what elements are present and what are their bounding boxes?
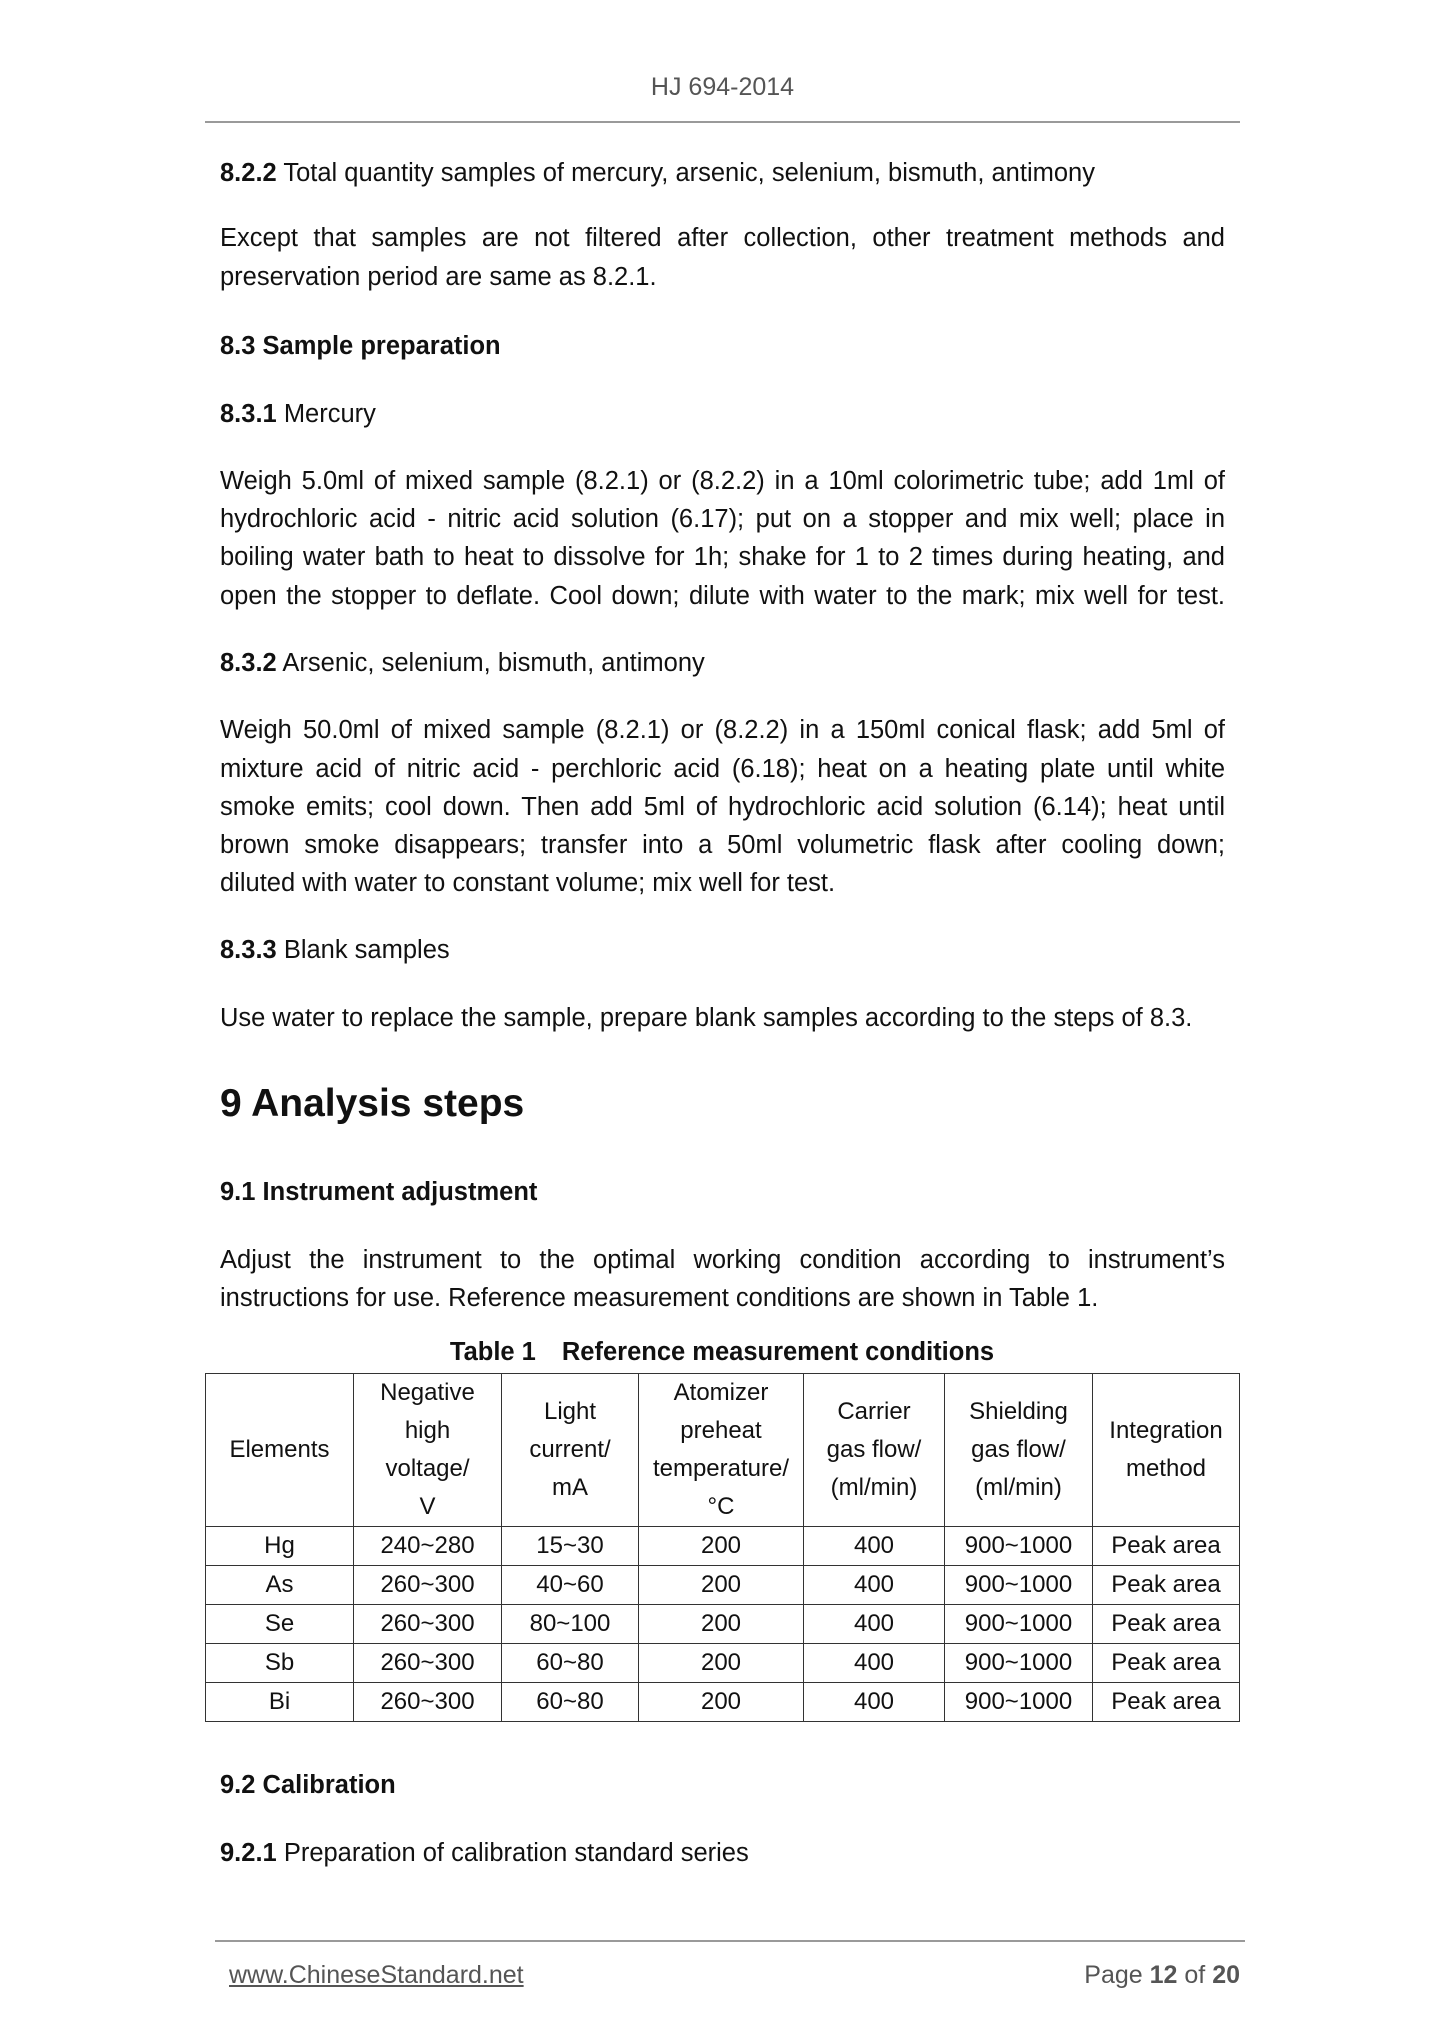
cell-current: 80~100 bbox=[502, 1605, 639, 1644]
paragraph-line: Weigh 5.0ml of mixed sample (8.2.1) or (8.2.2) in a 10ml colorimetric tube; add 1ml of bbox=[220, 467, 1225, 495]
cell-element: Sb bbox=[206, 1644, 354, 1683]
cell-voltage: 260~300 bbox=[354, 1605, 502, 1644]
header-integration-method: Integration method bbox=[1093, 1374, 1240, 1527]
page-of: of bbox=[1184, 1961, 1206, 1989]
cell-temperature: 200 bbox=[639, 1683, 804, 1722]
cell-current: 60~80 bbox=[502, 1644, 639, 1683]
header-atomizer-temperature: Atomizer preheat temperature/ °C bbox=[639, 1374, 804, 1527]
cell-current: 40~60 bbox=[502, 1566, 639, 1605]
cell-current: 15~30 bbox=[502, 1527, 639, 1566]
paragraph-line: diluted with water to constant volume; mix well for test. bbox=[220, 869, 836, 897]
cell-integration: Peak area bbox=[1093, 1605, 1240, 1644]
section-heading-9-2-1 bbox=[220, 1838, 1225, 1868]
cell-carrier-flow: 400 bbox=[804, 1683, 945, 1722]
table-row bbox=[206, 1566, 1240, 1605]
paragraph-line: Except that samples are not filtered after collection, other treatment methods and bbox=[220, 224, 1225, 252]
section-title: Mercury bbox=[283, 400, 376, 428]
paragraph-line: instructions for use. Reference measurement conditions are shown in Table 1. bbox=[220, 1284, 1099, 1312]
cell-temperature: 200 bbox=[639, 1605, 804, 1644]
cell-integration: Peak area bbox=[1093, 1644, 1240, 1683]
cell-integration: Peak area bbox=[1093, 1527, 1240, 1566]
paragraph-line: brown smoke disappears; transfer into a 50ml volumetric flask after cooling down; bbox=[220, 831, 1225, 859]
cell-element: Se bbox=[206, 1605, 354, 1644]
section-heading-8-3-3 bbox=[220, 935, 1225, 965]
header-negative-high-voltage: Negative high voltage/ V bbox=[354, 1374, 502, 1527]
cell-carrier-flow: 400 bbox=[804, 1644, 945, 1683]
cell-shielding-flow: 900~1000 bbox=[945, 1527, 1093, 1566]
section-heading-8-2-2 bbox=[220, 158, 1225, 188]
table-row bbox=[206, 1644, 1240, 1683]
section-number: 9.2.1 bbox=[220, 1839, 277, 1867]
paragraph-line: Weigh 50.0ml of mixed sample (8.2.1) or (8.2.2) in a 150ml conical flask; add 5ml of bbox=[220, 716, 1225, 744]
cell-current: 60~80 bbox=[502, 1683, 639, 1722]
cell-shielding-flow: 900~1000 bbox=[945, 1644, 1093, 1683]
paragraph-line: mixture acid of nitric acid - perchloric acid (6.18); heat on a heating plate until white bbox=[220, 755, 1225, 783]
paragraph-line: smoke emits; cool down. Then add 5ml of hydrochloric acid solution (6.14); heat until bbox=[220, 793, 1225, 821]
cell-integration: Peak area bbox=[1093, 1566, 1240, 1605]
website-link[interactable]: www.ChineseStandard.net bbox=[229, 1961, 524, 1989]
header-shielding-gas-flow: Shielding gas flow/ (ml/min) bbox=[945, 1374, 1093, 1527]
section-title: Preparation of calibration standard series bbox=[283, 1839, 749, 1867]
table-row bbox=[206, 1605, 1240, 1644]
section-title: Blank samples bbox=[283, 936, 450, 964]
section-title: Total quantity samples of mercury, arsenic, selenium, bismuth, antimony bbox=[283, 159, 1095, 187]
header-elements: Elements bbox=[206, 1374, 354, 1527]
cell-temperature: 200 bbox=[639, 1527, 804, 1566]
section-number: 8.3.1 bbox=[220, 400, 277, 428]
section-heading-8-3-1 bbox=[220, 399, 1225, 429]
chapter-heading-9: 9 Analysis steps bbox=[220, 1082, 525, 1125]
reference-conditions-table bbox=[205, 1373, 1240, 1722]
section-heading-9-2: 9.2 Calibration bbox=[220, 1771, 396, 1799]
paragraph-line: Use water to replace the sample, prepare blank samples according to the steps of 8.3. bbox=[220, 1004, 1193, 1032]
cell-shielding-flow: 900~1000 bbox=[945, 1683, 1093, 1722]
cell-voltage: 260~300 bbox=[354, 1683, 502, 1722]
table-caption-text: Reference measurement conditions bbox=[561, 1338, 995, 1366]
section-number: 8.3.2 bbox=[220, 649, 277, 677]
header-divider bbox=[205, 121, 1240, 123]
cell-voltage: 260~300 bbox=[354, 1644, 502, 1683]
page-current: 12 bbox=[1149, 1961, 1178, 1989]
paragraph-line: boiling water bath to heat to dissolve for 1h; shake for 1 to 2 times during heating, and bbox=[220, 543, 1225, 571]
cell-temperature: 200 bbox=[639, 1566, 804, 1605]
section-title: Arsenic, selenium, bismuth, antimony bbox=[282, 649, 705, 677]
cell-carrier-flow: 400 bbox=[804, 1566, 945, 1605]
paragraph-line: open the stopper to deflate. Cool down; dilute with water to the mark; mix well for test. bbox=[220, 582, 1225, 610]
table-caption bbox=[205, 1337, 1239, 1367]
cell-voltage: 240~280 bbox=[354, 1527, 502, 1566]
header-carrier-gas-flow: Carrier gas flow/ (ml/min) bbox=[804, 1374, 945, 1527]
cell-element: As bbox=[206, 1566, 354, 1605]
table-header-row bbox=[206, 1374, 1240, 1527]
paragraph-line: Adjust the instrument to the optimal working condition according to instrument’s bbox=[220, 1246, 1225, 1274]
paragraph-line: hydrochloric acid - nitric acid solution (6.17); put on a stopper and mix well; place in bbox=[220, 505, 1225, 533]
cell-carrier-flow: 400 bbox=[804, 1605, 945, 1644]
section-heading-9-1: 9.1 Instrument adjustment bbox=[220, 1178, 538, 1206]
page-total: 20 bbox=[1212, 1961, 1240, 1989]
cell-carrier-flow: 400 bbox=[804, 1527, 945, 1566]
paragraph-line: preservation period are same as 8.2.1. bbox=[220, 263, 657, 291]
cell-element: Hg bbox=[206, 1527, 354, 1566]
section-heading-8-3-2 bbox=[220, 648, 1225, 678]
section-heading-8-3: 8.3 Sample preparation bbox=[220, 332, 501, 360]
header-light-current: Light current/ mA bbox=[502, 1374, 639, 1527]
cell-shielding-flow: 900~1000 bbox=[945, 1566, 1093, 1605]
table-row bbox=[206, 1683, 1240, 1722]
section-number: 8.2.2 bbox=[220, 159, 277, 187]
cell-element: Bi bbox=[206, 1683, 354, 1722]
section-number: 8.3.3 bbox=[220, 936, 277, 964]
cell-shielding-flow: 900~1000 bbox=[945, 1605, 1093, 1644]
cell-integration: Peak area bbox=[1093, 1683, 1240, 1722]
page-prefix: Page bbox=[1084, 1961, 1143, 1989]
document-code-header: HJ 694-2014 bbox=[650, 73, 795, 101]
page-indicator bbox=[1084, 1960, 1240, 1990]
table-row bbox=[206, 1527, 1240, 1566]
table-label: Table 1 bbox=[449, 1338, 536, 1366]
cell-voltage: 260~300 bbox=[354, 1566, 502, 1605]
cell-temperature: 200 bbox=[639, 1644, 804, 1683]
footer-divider bbox=[215, 1940, 1245, 1942]
